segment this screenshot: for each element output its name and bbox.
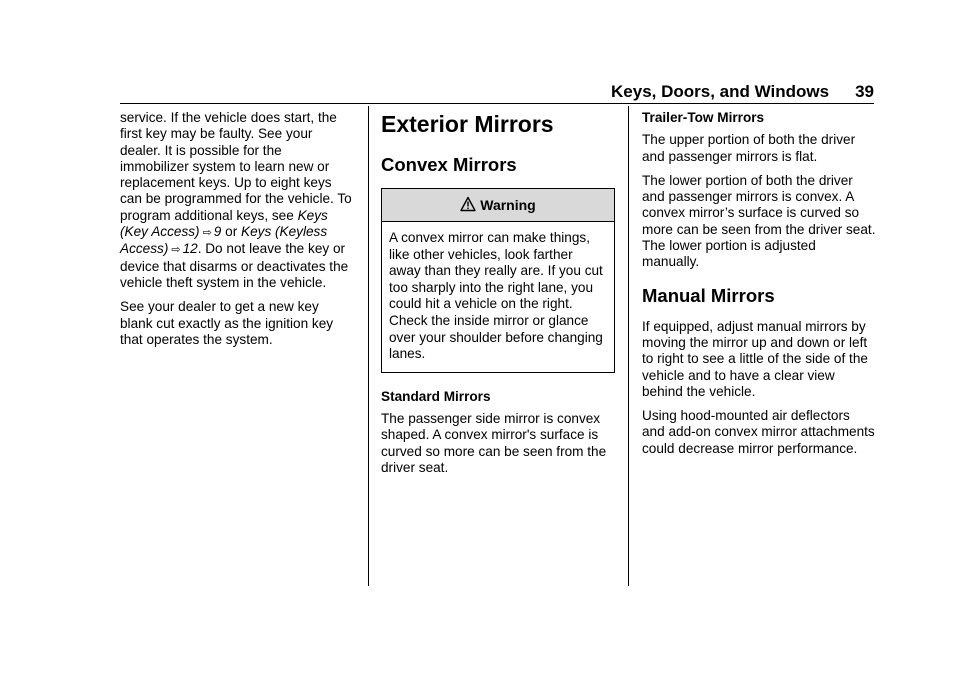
warning-box (381, 188, 615, 373)
page-header (120, 82, 874, 102)
warning-header (382, 189, 614, 222)
paragraph-text: . Do not leave the key or device that disarms or deactivates the vehicle theft system in the vehicle. (120, 241, 349, 290)
paragraph-standard-mirrors: The passenger side mirror is convex shaped. A convex mirror's surface is curved so more can be seen from the driver seat. (381, 411, 607, 475)
paragraph-manual-adjust: If equipped, adjust manual mirrors by moving the mirror up and down or left to right to see a little of the side of the vehicle and to have a clear view behind the vehicle. (642, 318, 868, 399)
reference-link-keyless-access[interactable]: Keys (Keyless Access) (120, 224, 328, 257)
paragraph-upper-portion: The upper portion of both the driver and passenger mirrors is flat. (642, 132, 856, 164)
paragraph-new-key: See your dealer to get a new key blank cut exactly as the ignition key that operates the system. (120, 299, 334, 347)
header-rule (120, 103, 874, 104)
heading-trailer-tow-mirrors: Trailer-Tow Mirrors (642, 110, 765, 125)
paragraph-air-deflectors: Using hood-mounted air deflectors and add-on convex mirror attachments could decrease mirror performance. (642, 408, 875, 456)
page-reference-arrow-icon: ⇨ (171, 244, 181, 257)
warning-label: Warning (480, 197, 536, 213)
reference-page-12[interactable]: 12 (182, 241, 198, 257)
column-2 (381, 110, 615, 484)
paragraph-key-programming (120, 110, 354, 291)
warning-triangle-icon (460, 196, 476, 212)
page-reference-arrow-icon: ⇨ (202, 227, 212, 240)
heading-standard-mirrors: Standard Mirrors (381, 388, 491, 404)
heading-exterior-mirrors: Exterior Mirrors (381, 111, 554, 137)
paragraph-lower-portion: The lower portion of both the driver and passenger mirrors is convex. A convex mirror’s surface is curved so more can be seen from the driver seat. The lower portion is adjusted manually. (642, 172, 876, 270)
column-3 (642, 110, 876, 465)
paragraph-text: service. If the vehicle does start, the first key may be faulty. See your dealer. It is possible for the immobilizer system to learn new or replacement keys. Up to eight keys can be programmed for the vehicle. To program additional keys, see (120, 110, 352, 223)
reference-page-9[interactable]: 9 (213, 224, 222, 240)
reference-link-key-access[interactable]: Keys (Key Access) (120, 207, 328, 240)
heading-manual-mirrors: Manual Mirrors (642, 284, 775, 306)
page-number: 39 (855, 82, 874, 101)
conjunction-text: or (225, 224, 238, 240)
column-divider-1 (368, 106, 369, 586)
column-1 (120, 110, 354, 356)
column-divider-2 (628, 106, 629, 586)
warning-text: A convex mirror can make things, like other vehicles, look farther away than they really are. If you cut too sharply into the right lane, you could hit a vehicle on the right. Check the inside mirror or glance over your shoulder before changing lanes. (389, 230, 603, 362)
heading-convex-mirrors: Convex Mirrors (381, 154, 517, 175)
section-title: Keys, Doors, and Windows (611, 82, 830, 101)
